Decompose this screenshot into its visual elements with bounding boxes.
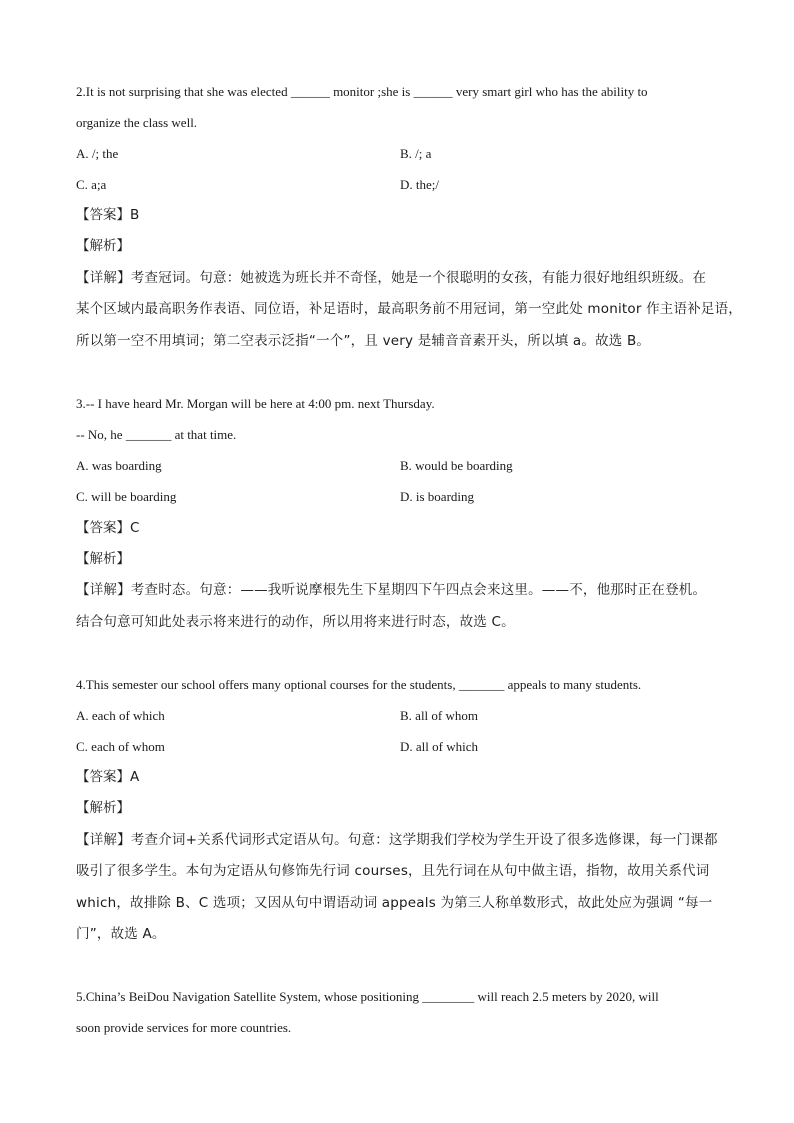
question-3-stem-line-2: -- No, he _______ at that time. bbox=[76, 427, 237, 442]
question-2-option-b: B. /; a bbox=[400, 146, 432, 161]
question-3-analysis-label: 【解析】 bbox=[76, 551, 130, 567]
question-2-option-d: D. the;/ bbox=[400, 177, 439, 192]
question-2-answer: 【答案】B bbox=[76, 207, 140, 223]
question-4-option-b: B. all of whom bbox=[400, 708, 478, 723]
question-3-option-d: D. is boarding bbox=[400, 489, 475, 504]
question-4-detail-line-4: 门”，故选 A。 bbox=[76, 926, 166, 942]
question-2-option-a: A. /; the bbox=[76, 146, 119, 161]
question-4-option-a: A. each of which bbox=[76, 708, 165, 723]
question-2-option-c: C. a;a bbox=[76, 177, 107, 192]
question-5-stem-line-1: 5.China’s BeiDou Navigation Satellite System, whose positioning ________ will reach 2.5 meters by 2020, will bbox=[76, 989, 659, 1004]
question-3-stem-line-1: 3.-- I have heard Mr. Morgan will be here at 4:00 pm. next Thursday. bbox=[76, 396, 435, 411]
question-2-detail-line-2: 某个区域内最高职务作表语、同位语，补足语时，最高职务前不用冠词，第一空此处 monitor 作主语补足语， bbox=[76, 301, 743, 317]
question-2-detail-line-3: 所以第一空不用填词；第二空表示泛指“一个”，且 very 是辅音音素开头，所以填 a。故选 B。 bbox=[76, 333, 651, 349]
question-4-detail-line-2: 吸引了很多学生。本句为定语从句修饰先行词 courses，且先行词在从句中做主语，指物，故用关系代词 bbox=[76, 863, 710, 879]
question-2-stem-line-1: 2.It is not surprising that she was elected ______ monitor ;she is ______ very smart girl who has the ability to bbox=[76, 84, 648, 99]
question-3-option-c: C. will be boarding bbox=[76, 489, 177, 504]
question-2-stem-line-2: organize the class well. bbox=[76, 115, 198, 130]
question-2-analysis-label: 【解析】 bbox=[76, 238, 130, 254]
question-3-detail-line-1: 【详解】考查时态。句意：——我听说摩根先生下星期四下午四点会来这里。——不，他那时正在登机。 bbox=[76, 582, 707, 598]
question-3-option-a: A. was boarding bbox=[76, 458, 162, 473]
question-4-detail-line-1: 【详解】考查介词+关系代词形式定语从句。句意：这学期我们学校为学生开设了很多选修课，每一门课都 bbox=[76, 832, 718, 848]
question-4-option-d: D. all of which bbox=[400, 739, 478, 754]
question-4-option-c: C. each of whom bbox=[76, 739, 165, 754]
question-3-option-b: B. would be boarding bbox=[400, 458, 513, 473]
question-4-analysis-label: 【解析】 bbox=[76, 800, 130, 816]
question-3-answer: 【答案】C bbox=[76, 520, 140, 536]
question-4-answer: 【答案】A bbox=[76, 769, 140, 785]
question-4-detail-line-3: which，故排除 B、C 选项；又因从句中谓语动词 appeals 为第三人称单数形式，故此处应为强调 “每一 bbox=[76, 895, 713, 911]
question-4-stem-line-1: 4.This semester our school offers many optional courses for the students, _______ appeals to many students. bbox=[76, 677, 642, 692]
question-3-detail-line-2: 结合句意可知此处表示将来进行的动作，所以用将来进行时态，故选 C。 bbox=[76, 614, 515, 630]
question-5-stem-line-2: soon provide services for more countries. bbox=[76, 1020, 292, 1035]
question-2-detail-line-1: 【详解】考查冠词。句意：她被选为班长并不奇怪，她是一个很聪明的女孩，有能力很好地组织班级。在 bbox=[76, 270, 707, 286]
